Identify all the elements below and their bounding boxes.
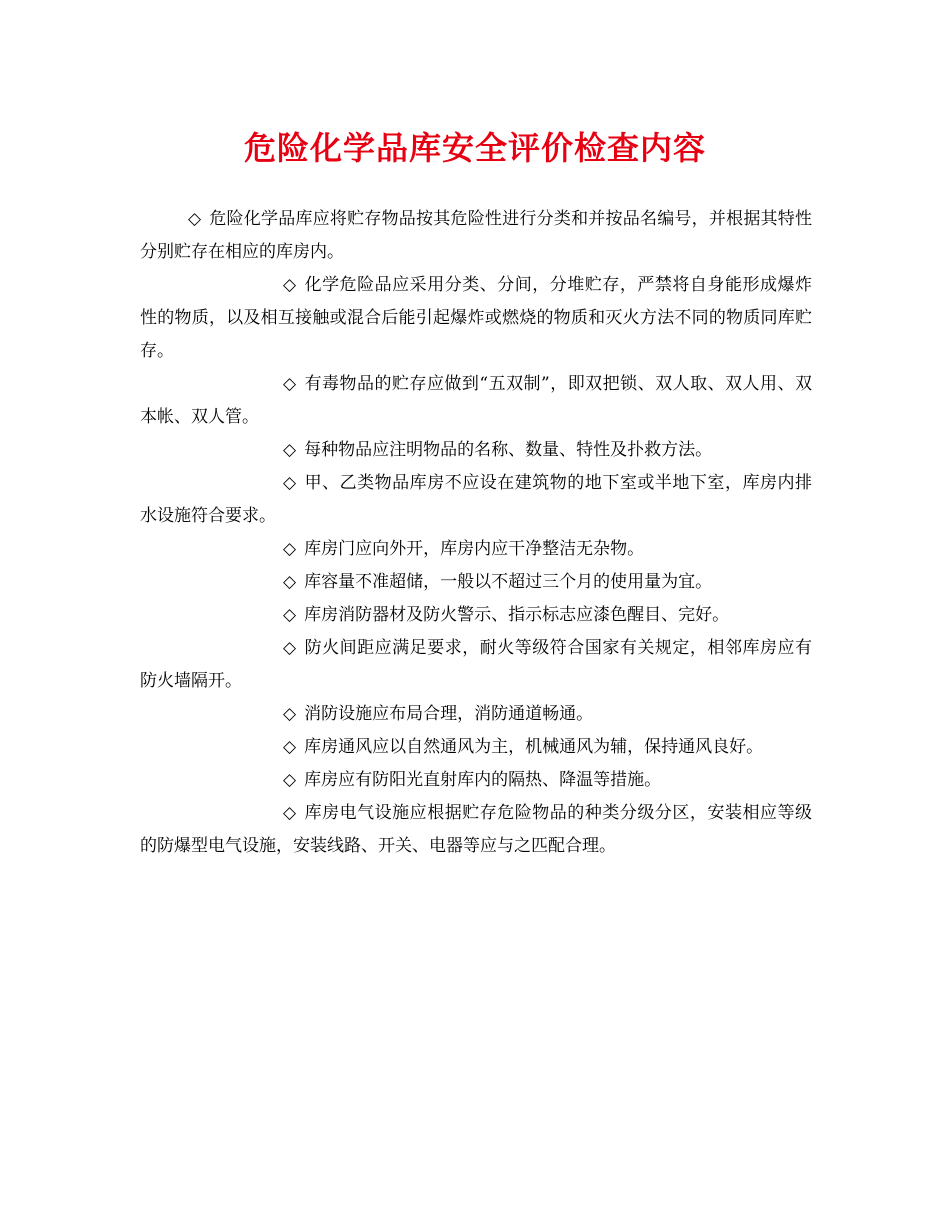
item-text: 库容量不准超储，一般以不超过三个月的使用量为宜。: [304, 572, 713, 592]
list-item: [140, 269, 812, 368]
list-item: [140, 731, 812, 764]
list-item: [140, 434, 812, 467]
list-item: [140, 632, 812, 698]
item-text: 消防设施应布局合理，消防通道畅通。: [304, 704, 594, 724]
diamond-bullet-icon: ◇: [283, 770, 297, 790]
diamond-bullet-icon: ◇: [283, 374, 297, 394]
list-item: [140, 203, 812, 269]
list-item: [140, 797, 812, 863]
page-title: 危险化学品库安全评价检查内容: [243, 129, 706, 167]
diamond-bullet-icon: ◇: [283, 803, 297, 823]
list-item: [140, 533, 812, 566]
item-text: 有毒物品的贮存应做到“五双制”，即双把锁、双人取、双人用、双本帐、双人管。: [140, 374, 812, 427]
diamond-bullet-icon: ◇: [283, 704, 297, 724]
item-text: 每种物品应注明物品的名称、数量、特性及扑救方法。: [304, 440, 713, 460]
list-item: [140, 566, 812, 599]
diamond-bullet-icon: ◇: [283, 440, 297, 460]
diamond-bullet-icon: ◇: [283, 605, 297, 625]
item-text: 库房门应向外开，库房内应干净整洁无杂物。: [304, 539, 645, 559]
diamond-bullet-icon: ◇: [188, 209, 202, 229]
list-item: [140, 698, 812, 731]
list-item: [140, 599, 812, 632]
diamond-bullet-icon: ◇: [283, 572, 297, 592]
document-body: [140, 203, 812, 863]
diamond-bullet-icon: ◇: [283, 638, 297, 658]
list-item: [140, 368, 812, 434]
item-text: 库房电气设施应根据贮存危险物品的种类分级分区，安装相应等级的防爆型电气设施，安装线路、开关、电器等应与之匹配合理。: [140, 803, 812, 856]
item-text: 化学危险品应采用分类、分间，分堆贮存，严禁将自身能形成爆炸性的物质，以及相互接触或混合后能引起爆炸或燃烧的物质和灭火方法不同的物质同库贮存。: [140, 275, 812, 361]
list-item: [140, 467, 812, 533]
diamond-bullet-icon: ◇: [283, 539, 297, 559]
list-item: [140, 764, 812, 797]
item-text: 库房应有防阳光直射库内的隔热、降温等措施。: [304, 770, 662, 790]
item-text: 甲、乙类物品库房不应设在建筑物的地下室或半地下室，库房内排水设施符合要求。: [140, 473, 812, 526]
diamond-bullet-icon: ◇: [283, 275, 297, 295]
item-text: 库房消防器材及防火警示、指示标志应漆色醒目、完好。: [304, 605, 730, 625]
diamond-bullet-icon: ◇: [283, 473, 297, 493]
item-text: 危险化学品库应将贮存物品按其危险性进行分类和并按品名编号，并根据其特性分别贮存在相应的库房内。: [140, 209, 813, 262]
item-text: 库房通风应以自然通风为主，机械通风为辅，保持通风良好。: [304, 737, 764, 757]
item-text: 防火间距应满足要求，耐火等级符合国家有关规定，相邻库房应有防火墙隔开。: [140, 638, 812, 691]
diamond-bullet-icon: ◇: [283, 737, 297, 757]
